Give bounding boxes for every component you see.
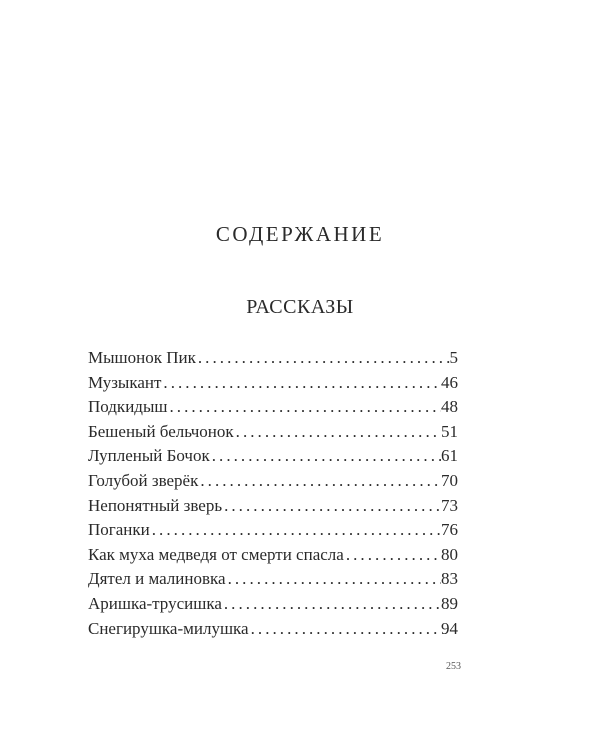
toc-entry xyxy=(88,446,458,471)
toc-entry-title: Дятел и малиновка xyxy=(88,569,226,589)
toc-entry xyxy=(88,373,458,398)
toc-entry xyxy=(88,496,458,521)
toc-entry-title: Аришка-трусишка xyxy=(88,593,222,613)
leader-dots xyxy=(228,569,441,589)
toc-entry xyxy=(88,348,458,373)
leader-dots xyxy=(224,594,441,614)
page-title: СОДЕРЖАНИЕ xyxy=(215,222,385,246)
toc-entry-page: 70 xyxy=(441,470,458,490)
section-heading: РАССКАЗЫ xyxy=(246,296,354,318)
leader-dots xyxy=(346,545,441,565)
toc-entry-page: 83 xyxy=(441,569,458,589)
leader-dots xyxy=(200,471,441,491)
toc-entry xyxy=(88,520,458,545)
toc-entry xyxy=(88,594,458,619)
leader-dots xyxy=(169,397,441,417)
toc-entry-title: Подкидыш xyxy=(88,397,168,417)
toc-entry xyxy=(88,545,458,570)
leader-dots xyxy=(152,520,441,540)
table-of-contents xyxy=(88,348,458,643)
toc-entry-title: Мышонок Пик xyxy=(88,348,196,367)
leader-dots xyxy=(198,348,450,368)
toc-entry xyxy=(88,422,458,447)
toc-entry-page: 51 xyxy=(441,421,458,441)
toc-entry-page: 61 xyxy=(441,446,458,466)
toc-entry-page: 73 xyxy=(441,495,458,515)
leader-dots xyxy=(212,446,441,466)
toc-entry-page: 89 xyxy=(441,593,458,613)
toc-entry-page: 76 xyxy=(441,520,458,540)
toc-entry-page: 46 xyxy=(441,372,458,392)
toc-entry xyxy=(88,569,458,594)
toc-entry-title: Непонятный зверь xyxy=(88,495,223,515)
toc-entry xyxy=(88,471,458,496)
toc-entry-title: Снегирушка-милушка xyxy=(88,618,249,638)
toc-entry-title: Лупленый Бочок xyxy=(88,446,210,466)
toc-entry xyxy=(88,397,458,422)
page-number: 253 xyxy=(446,661,461,672)
toc-entry-page: 48 xyxy=(441,397,458,417)
toc-entry-title: Бешеный бельчонок xyxy=(88,421,234,441)
toc-entry xyxy=(88,619,458,644)
toc-entry-page: 94 xyxy=(441,618,458,638)
toc-entry-page: 5 xyxy=(449,348,458,367)
leader-dots xyxy=(236,422,441,442)
toc-entry-title: Музыкант xyxy=(88,372,162,392)
toc-entry-title: Голубой зверёк xyxy=(88,470,199,490)
toc-entry-page: 80 xyxy=(441,544,458,564)
leader-dots xyxy=(163,373,441,393)
toc-entry-title: Как муха медведя от смерти спасла xyxy=(88,544,344,564)
leader-dots xyxy=(251,619,441,639)
toc-entry-title: Поганки xyxy=(88,520,150,540)
leader-dots xyxy=(224,496,441,516)
